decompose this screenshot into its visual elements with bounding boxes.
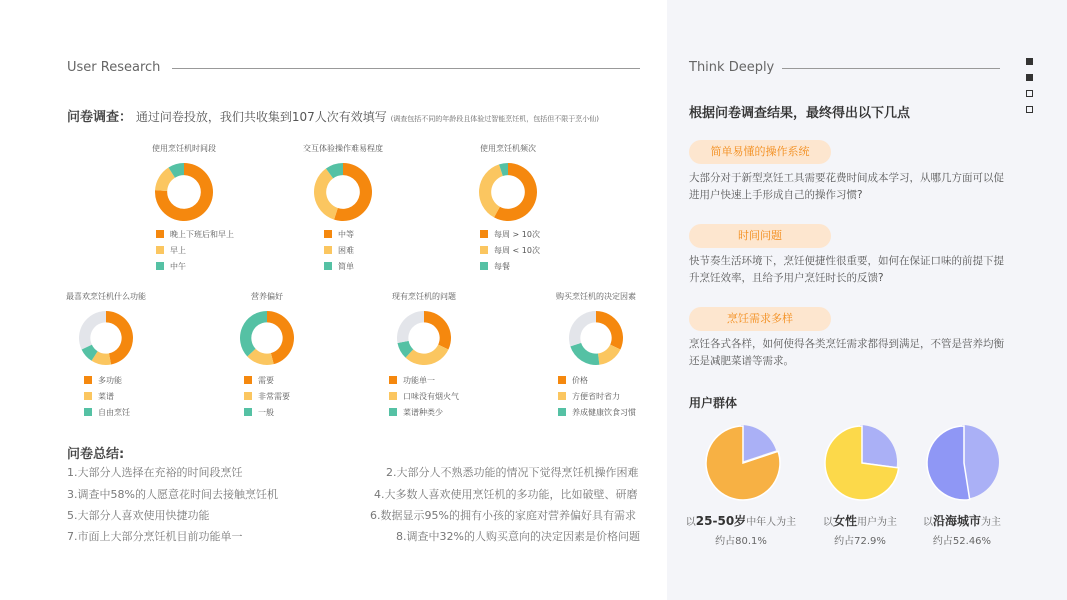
survey-intro xyxy=(67,106,599,125)
legend-item xyxy=(480,226,540,242)
caption-prefix: 以 xyxy=(822,517,833,528)
summary-item: 1.大部分人选择在充裕的时间段烹饪 xyxy=(67,466,243,479)
legend-swatch xyxy=(558,376,566,384)
user-group-caption-age xyxy=(672,512,810,547)
donut-slice-1 xyxy=(596,311,623,349)
caption-highlight: 25-50岁 xyxy=(695,514,747,528)
legend-swatch xyxy=(480,230,488,238)
chart-title: 使用烹饪机频次 xyxy=(480,144,536,153)
donut-chart-usage-frequency xyxy=(458,143,558,273)
donut-slice-3 xyxy=(240,311,267,356)
legend-label: 自由烹饪 xyxy=(98,407,130,417)
pie-slice-main xyxy=(927,426,970,500)
legend-label: 简单 xyxy=(338,261,354,271)
chart-legend xyxy=(480,226,540,274)
legend-label: 每周 < 10次 xyxy=(494,245,540,255)
legend-label: 菜谱种类少 xyxy=(403,407,443,417)
chart-legend xyxy=(156,226,234,274)
caption-share: 约占52.46% xyxy=(932,536,992,547)
user-groups-title: 用户群体 xyxy=(689,396,738,410)
point-tag: 时间问题 xyxy=(689,224,831,248)
legend-swatch xyxy=(389,392,397,400)
donut-chart-usage-time xyxy=(134,143,234,273)
legend-item xyxy=(389,404,459,420)
legend-label: 需要 xyxy=(258,375,274,385)
page-indicator-2[interactable] xyxy=(1026,74,1033,81)
point-tag: 烹饪需求多样 xyxy=(689,307,831,331)
legend-label: 中午 xyxy=(170,261,186,271)
caption-suffix: 中年人为主 xyxy=(746,517,797,528)
legend-swatch xyxy=(558,408,566,416)
survey-label: 问卷调查： xyxy=(67,110,133,125)
legend-item xyxy=(84,372,130,388)
user-group-caption-gender xyxy=(802,512,918,547)
legend-swatch xyxy=(324,230,332,238)
caption-line xyxy=(672,512,810,529)
legend-swatch xyxy=(480,262,488,270)
legend-label: 早上 xyxy=(170,245,186,255)
pie-slice-rest xyxy=(860,425,897,467)
caption-prefix: 以 xyxy=(922,517,933,528)
page-indicator-4[interactable] xyxy=(1026,106,1033,113)
chart-legend xyxy=(324,226,354,274)
legend-item xyxy=(156,242,234,258)
chart-title: 交互体验操作难易程度 xyxy=(303,144,383,153)
legend-item xyxy=(558,388,636,404)
page-indicator-3[interactable] xyxy=(1026,90,1033,97)
section-title-think-deeply: Think Deeply xyxy=(689,60,775,75)
donut-svg xyxy=(154,162,214,222)
page-indicator-1[interactable] xyxy=(1026,58,1033,65)
caption-suffix: 用户为主 xyxy=(857,517,897,528)
donut-chart-operation-difficulty xyxy=(293,143,393,273)
legend-label: 菜谱 xyxy=(98,391,114,401)
user-group-pie-region xyxy=(922,422,1002,502)
legend-swatch xyxy=(156,262,164,270)
legend-label: 每周 > 10次 xyxy=(494,229,540,239)
section-divider xyxy=(782,68,1000,69)
survey-text: 通过问卷投放，我们共收集到107人次有效填写 xyxy=(135,110,387,124)
legend-swatch xyxy=(156,230,164,238)
donut-svg xyxy=(478,162,538,222)
chart-title: 最喜欢烹饪机什么功能 xyxy=(66,292,146,301)
summary-item: 4.大多数人喜欢使用烹饪机的多功能，比如破壁、研磨 xyxy=(374,488,638,501)
legend-item xyxy=(156,226,234,242)
legend-label: 非常需要 xyxy=(258,391,290,401)
legend-label: 口味没有烟火气 xyxy=(403,391,459,401)
chart-legend xyxy=(84,372,130,420)
summary-item: 5.大部分人喜欢使用快捷功能 xyxy=(67,509,210,522)
caption-line xyxy=(802,512,918,529)
summary-item: 3.调查中58%的人愿意花时间去接触烹饪机 xyxy=(67,488,278,501)
legend-swatch xyxy=(244,392,252,400)
chart-legend xyxy=(558,372,636,420)
think-deeply-panel xyxy=(667,0,1067,600)
legend-swatch xyxy=(558,392,566,400)
legend-label: 养成健康饮食习惯 xyxy=(572,407,636,417)
legend-item xyxy=(156,258,234,274)
donut-svg xyxy=(313,162,373,222)
legend-label: 多功能 xyxy=(98,375,122,385)
point-text: 大部分对于新型烹饪工具需要花费时间成本学习，从哪几方面可以促进用户快速上手形成自己的操作习惯? xyxy=(689,172,1004,201)
section-divider xyxy=(172,68,640,69)
legend-swatch xyxy=(389,408,397,416)
pie-slice-main xyxy=(706,426,780,500)
legend-label: 晚上下班后和早上 xyxy=(170,229,234,239)
user-group-pie-gender xyxy=(820,422,900,502)
chart-title: 营养偏好 xyxy=(251,292,283,301)
chart-legend xyxy=(389,372,459,420)
conclusion-title: 根据问卷调查结果，最终得出以下几点 xyxy=(689,106,911,121)
legend-label: 功能单一 xyxy=(403,375,435,385)
legend-swatch xyxy=(156,246,164,254)
legend-swatch xyxy=(244,376,252,384)
section-title-user-research: User Research xyxy=(67,60,161,75)
point-text: 烹饪各式各样，如何使得各类烹饪需求都得到满足，不管是营养均衡还是减肥菜谱等需求。 xyxy=(689,338,1004,367)
summary-item: 8.调查中32%的人购买意向的决定因素是价格问题 xyxy=(396,530,640,543)
donut-svg xyxy=(78,310,134,366)
donut-svg xyxy=(396,310,452,366)
survey-note: (调查包括不同的年龄段且体验过智能烹饪机，包括但不限于烹小仙) xyxy=(390,115,600,123)
donut-slice-1 xyxy=(424,311,451,349)
donut-slice-4 xyxy=(569,311,596,346)
legend-swatch xyxy=(480,246,488,254)
donut-slice-4 xyxy=(397,311,424,343)
legend-swatch xyxy=(84,376,92,384)
caption-line xyxy=(904,512,1020,529)
user-group-caption-region xyxy=(904,512,1020,547)
donut-slice-2 xyxy=(406,345,449,365)
point-tag: 简单易懂的操作系统 xyxy=(689,140,831,164)
legend-label: 一般 xyxy=(258,407,274,417)
legend-item xyxy=(324,242,354,258)
caption-share: 约占80.1% xyxy=(715,536,767,547)
caption-share: 约占72.9% xyxy=(834,536,886,547)
donut-slice-3 xyxy=(570,343,599,365)
legend-item xyxy=(389,372,459,388)
legend-label: 每餐 xyxy=(494,261,510,271)
donut-chart-favorite-function xyxy=(56,291,156,421)
summary-item: 2.大部分人不熟悉功能的情况下觉得烹饪机操作困难 xyxy=(386,466,639,479)
donut-chart-purchase-factors xyxy=(546,291,646,421)
donut-chart-existing-problems xyxy=(374,291,474,421)
legend-item xyxy=(558,404,636,420)
legend-item xyxy=(389,388,459,404)
summary-item: 7.市面上大部分烹饪机目前功能单一 xyxy=(67,530,243,543)
legend-item xyxy=(480,242,540,258)
legend-label: 中等 xyxy=(338,229,354,239)
legend-item xyxy=(84,404,130,420)
caption-highlight: 沿海城市 xyxy=(932,514,981,528)
donut-slice-1 xyxy=(106,311,133,365)
user-group-pie-age xyxy=(701,422,781,502)
summary-item: 6.数据显示95%的拥有小孩的家庭对营养偏好具有需求 xyxy=(370,509,636,522)
legend-label: 困难 xyxy=(338,245,354,255)
legend-swatch xyxy=(324,262,332,270)
legend-item xyxy=(244,388,290,404)
donut-svg xyxy=(239,310,295,366)
donut-svg xyxy=(568,310,624,366)
chart-title: 购买烹饪机的决定因素 xyxy=(556,292,636,301)
legend-label: 方便省时省力 xyxy=(572,391,620,401)
point-text: 快节奏生活环境下，烹饪便捷性很重要，如何在保证口味的前提下提升烹饪效率，且给予用户烹饪时长的反馈? xyxy=(689,255,1004,284)
legend-swatch xyxy=(84,408,92,416)
legend-item xyxy=(558,372,636,388)
legend-item xyxy=(324,258,354,274)
chart-title: 现有烹饪机的问题 xyxy=(392,292,456,301)
chart-title: 使用烹饪机时间段 xyxy=(152,144,216,153)
caption-prefix: 以 xyxy=(685,517,696,528)
chart-legend xyxy=(244,372,290,420)
legend-label: 价格 xyxy=(572,375,588,385)
caption-suffix: 为主 xyxy=(981,517,1001,528)
summary-title: 问卷总结: xyxy=(67,447,125,462)
caption-highlight: 女性 xyxy=(832,514,857,528)
donut-slice-4 xyxy=(79,311,106,349)
legend-swatch xyxy=(389,376,397,384)
legend-item xyxy=(244,372,290,388)
legend-item xyxy=(324,226,354,242)
donut-chart-nutrition-preference xyxy=(217,291,317,421)
legend-item xyxy=(244,404,290,420)
legend-swatch xyxy=(324,246,332,254)
legend-item xyxy=(480,258,540,274)
legend-item xyxy=(84,388,130,404)
legend-swatch xyxy=(84,392,92,400)
legend-swatch xyxy=(244,408,252,416)
